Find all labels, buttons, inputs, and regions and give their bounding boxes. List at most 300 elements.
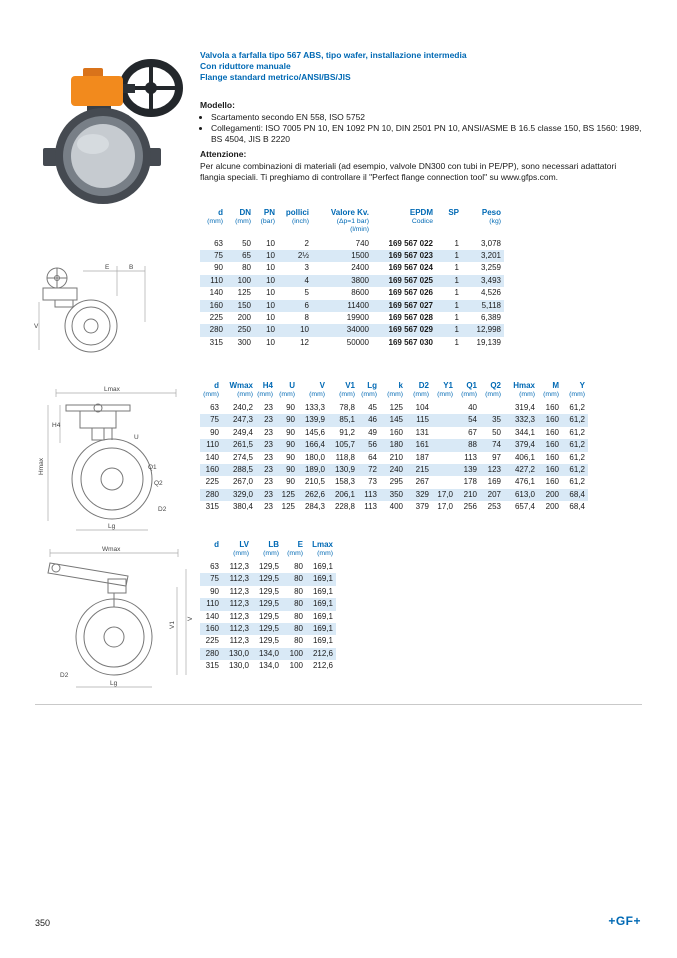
table-cell: 23 <box>256 414 276 426</box>
dimensions-table-body <box>200 402 588 514</box>
column-header: Q2 (mm) <box>485 381 501 398</box>
table-cell: 112,3 <box>229 562 249 571</box>
table-cell: 68,4 <box>569 502 585 512</box>
column-header: PN (bar) <box>260 208 275 225</box>
table-cell: 23 <box>256 489 276 501</box>
dim-label-v1: V1 <box>169 621 176 629</box>
dim-label-d2: D2 <box>158 506 167 513</box>
dim-label-lg: Lg <box>110 680 118 687</box>
table-cell: 329,0 <box>222 489 256 501</box>
column-header: D2 (mm) <box>413 381 429 398</box>
table-cell: 75 <box>200 414 222 426</box>
table-cell: 61,2 <box>562 414 588 426</box>
table-cell: 2400 <box>351 263 369 273</box>
table-cell: 315 <box>209 337 223 347</box>
lever-dimensions-table-head <box>200 540 336 561</box>
table-cell: 1 <box>436 250 462 262</box>
table-cell: 145,6 <box>304 427 325 437</box>
table-cell: 210 <box>389 452 403 462</box>
page-title <box>200 50 650 83</box>
table-cell: 63 <box>210 403 219 412</box>
table-cell: 400 <box>389 502 403 512</box>
column-header: EPDM Codice <box>409 208 433 225</box>
table-cell: 129,5 <box>258 611 279 621</box>
table-cell: 261,5 <box>222 439 256 451</box>
table-cell: 250 <box>226 324 254 336</box>
table-cell: 8600 <box>351 288 369 298</box>
table-cell: 90 <box>210 586 219 596</box>
table-cell: 10 <box>254 275 278 287</box>
table-cell: 161 <box>406 439 432 451</box>
table-row <box>200 275 504 287</box>
table-cell: 169 567 023 <box>372 250 436 262</box>
table-cell: 50000 <box>346 337 369 347</box>
table-cell: 134,0 <box>258 661 279 671</box>
table-cell: 379,4 <box>504 439 538 451</box>
dim-label-lmax: Lmax <box>104 386 120 393</box>
table-cell: 63 <box>210 562 219 571</box>
table-cell: 110 <box>200 275 226 287</box>
table-cell: 139,9 <box>298 414 328 426</box>
table-cell: 10 <box>254 324 278 336</box>
table-cell: 131 <box>415 427 429 437</box>
table-cell: 225 <box>209 312 223 322</box>
table-cell: 169 567 025 <box>372 275 436 287</box>
table-cell: 1 <box>436 324 462 336</box>
table-cell: 187 <box>415 452 429 462</box>
table-cell: 90 <box>286 427 295 437</box>
table-cell: 97 <box>492 452 501 462</box>
table-cell: 332,3 <box>504 414 538 426</box>
table-cell: 129,5 <box>252 623 282 635</box>
table-cell: 140 <box>205 452 219 462</box>
gf-logo: +GF+ <box>608 914 641 928</box>
table-cell: 158,3 <box>334 477 355 487</box>
valve-lever-dimension-drawing <box>36 543 194 691</box>
table-cell: 740 <box>355 238 369 248</box>
table-cell: 112,3 <box>222 598 252 610</box>
column-header: LV (mm) <box>233 540 249 557</box>
table-cell: 6,389 <box>480 312 501 322</box>
table-cell: 207 <box>480 489 504 501</box>
ordering-table-body <box>200 238 504 350</box>
column-header: k (mm) <box>387 381 403 398</box>
table-cell: 90 <box>276 414 298 426</box>
dim-label-u: U <box>134 434 139 441</box>
table-row <box>200 452 588 464</box>
table-cell: 315 <box>205 502 219 512</box>
table-cell: 210 <box>456 489 480 501</box>
column-header: V1 (mm) <box>339 381 355 398</box>
table-cell: 61,2 <box>569 403 585 412</box>
table-cell: 10 <box>254 300 278 312</box>
column-header: Peso (kg) <box>481 208 501 225</box>
column-header: Y (mm) <box>569 381 585 398</box>
table-cell: 11400 <box>312 300 372 312</box>
table-cell: 300 <box>237 337 251 347</box>
table-cell: 129,5 <box>258 636 279 646</box>
table-cell: 160 <box>200 464 222 476</box>
table-cell: 130,0 <box>222 648 252 660</box>
table-cell: 1 <box>436 275 462 287</box>
table-cell: 10 <box>266 238 275 248</box>
column-header: Y1 (mm) <box>437 381 453 398</box>
table-cell: 240 <box>380 464 406 476</box>
table-cell: 169 567 022 <box>388 238 433 248</box>
table-cell: 160 <box>538 439 562 451</box>
table-row <box>200 414 588 426</box>
table-cell: 10 <box>278 324 312 336</box>
model-section <box>200 100 645 145</box>
table-cell: 212,6 <box>306 648 336 660</box>
table-cell: 180,0 <box>304 452 325 462</box>
column-header: SP <box>448 208 459 217</box>
table-cell: 125 <box>281 502 295 512</box>
warning-heading: Attenzione: <box>200 149 247 159</box>
column-header: d (mm) <box>203 381 219 398</box>
table-cell: 45 <box>368 403 377 412</box>
table-cell: 100 <box>226 275 254 287</box>
title-line-2: Con riduttore manuale <box>200 61 291 71</box>
table-cell: 134,0 <box>252 648 282 660</box>
table-cell <box>432 452 456 464</box>
table-cell: 40 <box>468 403 477 412</box>
table-cell: 90 <box>286 403 295 412</box>
table-cell: 68,4 <box>562 489 588 501</box>
table-cell: 657,4 <box>514 502 535 512</box>
table-cell: 2½ <box>278 250 312 262</box>
table-cell: 75 <box>200 573 222 585</box>
table-cell <box>432 402 456 414</box>
column-header: Wmax (mm) <box>229 381 253 398</box>
table-cell: 90 <box>214 263 223 273</box>
table-cell: 112,3 <box>229 636 249 646</box>
table-cell: 150 <box>226 300 254 312</box>
table-cell: 160 <box>200 623 222 635</box>
table-cell: 169,1 <box>312 611 333 621</box>
table-cell: 210,5 <box>304 477 325 487</box>
table-cell: 23 <box>264 427 273 437</box>
table-cell: 1 <box>454 238 459 248</box>
column-header: pollici (inch) <box>285 208 309 225</box>
table-cell: 3800 <box>312 275 372 287</box>
table-cell <box>432 427 456 439</box>
table-cell: 100 <box>282 648 306 660</box>
lever-dimensions-table <box>200 540 336 673</box>
table-row <box>200 312 504 324</box>
table-cell: 34000 <box>312 324 372 336</box>
table-cell: 74 <box>480 439 504 451</box>
table-cell: 274,5 <box>232 452 253 462</box>
table-cell: 85,1 <box>328 414 358 426</box>
ordering-table-head <box>200 208 504 238</box>
table-cell: 3 <box>304 263 309 273</box>
table-cell: 110 <box>200 598 222 610</box>
table-cell: 329 <box>406 489 432 501</box>
table-cell: 118,8 <box>335 452 355 462</box>
table-cell: 284,3 <box>304 502 325 512</box>
table-cell: 228,8 <box>334 502 355 512</box>
ordering-table <box>200 208 504 349</box>
column-header: Hmax (mm) <box>513 381 535 398</box>
table-cell: 253 <box>487 502 501 512</box>
table-cell: 80 <box>294 586 303 596</box>
table-cell: 80 <box>294 562 303 571</box>
table-cell: 80 <box>282 573 306 585</box>
table-cell: 280 <box>200 648 222 660</box>
table-cell: 4 <box>278 275 312 287</box>
table-cell: 10 <box>266 312 275 322</box>
table-row <box>200 337 504 349</box>
table-cell: 23 <box>264 502 273 512</box>
column-header: d (mm) <box>207 208 223 225</box>
table-cell: 125 <box>237 288 251 298</box>
column-header: H4 (mm) <box>257 381 273 398</box>
dim-label-lg: Lg <box>108 523 116 530</box>
table-cell: 247,3 <box>222 414 256 426</box>
table-row <box>200 250 504 262</box>
table-cell <box>432 414 456 426</box>
table-cell: 169 567 029 <box>372 324 436 336</box>
table-cell: 35 <box>480 414 504 426</box>
dim-label-v: V <box>187 616 194 621</box>
table-cell: 19900 <box>346 312 369 322</box>
table-cell: 379 <box>415 502 429 512</box>
table-cell: 225 <box>205 477 219 487</box>
table-cell: 1 <box>454 337 459 347</box>
table-cell: 80 <box>294 636 303 646</box>
table-cell: 1 <box>436 300 462 312</box>
table-cell: 105,7 <box>328 439 358 451</box>
table-cell: 112,3 <box>229 611 249 621</box>
table-row <box>200 262 504 274</box>
page-number: 350 <box>35 918 51 928</box>
table-row <box>200 598 336 610</box>
table-cell: 315 <box>205 661 219 671</box>
table-cell <box>432 464 456 476</box>
table-cell: 169 567 028 <box>388 312 433 322</box>
table-cell: 3,201 <box>462 250 504 262</box>
header-row <box>200 381 588 402</box>
table-row <box>200 300 504 312</box>
table-cell: 129,5 <box>258 586 279 596</box>
table-cell: 3,259 <box>480 263 501 273</box>
table-cell: 115 <box>406 414 432 426</box>
table-cell: 1 <box>454 263 459 273</box>
table-cell: 166,4 <box>298 439 328 451</box>
table-cell: 169,1 <box>312 636 333 646</box>
table-row <box>200 439 588 451</box>
table-cell: 3,493 <box>462 275 504 287</box>
table-row <box>200 402 588 414</box>
table-row <box>200 238 504 250</box>
warning-section <box>200 149 642 183</box>
table-cell: 129,5 <box>252 573 282 585</box>
table-cell: 90 <box>286 477 295 487</box>
table-cell: 61,2 <box>569 427 585 437</box>
table-cell: 75 <box>200 250 226 262</box>
table-cell: 5,118 <box>462 300 504 312</box>
table-cell: 613,0 <box>504 489 538 501</box>
table-cell: 295 <box>389 477 403 487</box>
table-cell: 280 <box>200 324 226 336</box>
table-cell: 130,0 <box>228 661 249 671</box>
table-cell: 64 <box>368 452 377 462</box>
table-cell: 113 <box>364 502 377 512</box>
table-cell: 380,4 <box>232 502 253 512</box>
column-header: LB (mm) <box>263 540 279 557</box>
table-cell: 160 <box>545 403 559 412</box>
table-cell: 215 <box>406 464 432 476</box>
table-cell: 80 <box>282 598 306 610</box>
table-cell: 125 <box>389 403 403 412</box>
header-row <box>200 540 336 561</box>
table-row <box>200 427 588 439</box>
table-cell: 212,6 <box>312 661 333 671</box>
table-cell: 65 <box>226 250 254 262</box>
table-cell: 17,0 <box>437 502 453 512</box>
table-cell: 67 <box>468 427 477 437</box>
table-cell: 12,998 <box>462 324 504 336</box>
table-cell: 476,1 <box>514 477 535 487</box>
table-cell: 61,2 <box>562 439 588 451</box>
table-cell: 2 <box>304 238 309 248</box>
column-header: V (mm) <box>309 381 325 398</box>
table-cell: 50 <box>242 238 251 248</box>
table-row <box>200 623 336 635</box>
table-cell: 189,0 <box>298 464 328 476</box>
table-cell: 240,2 <box>232 403 253 412</box>
table-cell: 267,0 <box>232 477 253 487</box>
footer-divider <box>35 704 642 705</box>
table-cell: 100 <box>289 661 303 671</box>
table-cell: 54 <box>456 414 480 426</box>
table-cell: 112,3 <box>222 573 252 585</box>
table-cell: 160 <box>538 464 562 476</box>
table-cell <box>480 402 504 414</box>
table-cell: 112,3 <box>229 586 249 596</box>
dim-label-hmax: Hmax <box>38 458 45 475</box>
table-cell: 19,139 <box>476 337 501 347</box>
table-cell: 80 <box>242 263 251 273</box>
table-cell: 12 <box>300 337 309 347</box>
table-cell: 200 <box>545 502 559 512</box>
title-line-3: Flange standard metrico/ANSI/BS/JIS <box>200 72 351 82</box>
table-cell: 6 <box>278 300 312 312</box>
table-cell: 130,9 <box>328 464 358 476</box>
table-cell: 129,5 <box>252 598 282 610</box>
table-cell: 90 <box>276 464 298 476</box>
column-header: DN (mm) <box>235 208 251 225</box>
table-cell: 139 <box>456 464 480 476</box>
table-cell: 160 <box>545 427 559 437</box>
header-row <box>200 208 504 238</box>
table-cell: 169 567 026 <box>388 288 433 298</box>
table-cell: 200 <box>237 312 251 322</box>
table-cell: 200 <box>538 489 562 501</box>
table-cell <box>432 476 456 488</box>
table-cell: 288,5 <box>222 464 256 476</box>
table-cell: 145 <box>380 414 406 426</box>
table-cell: 90 <box>286 452 295 462</box>
table-cell: 160 <box>389 427 403 437</box>
table-cell: 23 <box>264 452 273 462</box>
table-cell: 90 <box>276 439 298 451</box>
valve-gearbox-dimension-drawing <box>36 383 194 535</box>
table-cell: 160 <box>200 300 226 312</box>
model-bullet-list <box>200 112 645 145</box>
column-header: U (mm) <box>279 381 295 398</box>
table-cell: 169,1 <box>312 586 333 596</box>
table-cell: 178 <box>463 477 477 487</box>
butterfly-valve-photo <box>35 48 187 208</box>
table-cell: 61,2 <box>569 477 585 487</box>
table-cell: 169,1 <box>312 562 333 571</box>
table-cell: 5 <box>304 288 309 298</box>
dim-label-wmax: Wmax <box>102 546 121 553</box>
table-row <box>200 489 588 501</box>
table-cell: 50 <box>492 427 501 437</box>
table-cell: 113 <box>358 489 380 501</box>
table-cell: 4,526 <box>480 288 501 298</box>
table-cell: 280 <box>200 489 222 501</box>
table-cell: 49 <box>368 427 377 437</box>
table-cell: 10 <box>254 250 278 262</box>
table-cell: 1500 <box>312 250 372 262</box>
table-cell: 10 <box>266 337 275 347</box>
table-row <box>200 476 588 488</box>
table-cell: 23 <box>264 477 273 487</box>
table-row <box>200 648 336 660</box>
table-cell: 56 <box>358 439 380 451</box>
table-cell: 17,0 <box>432 489 456 501</box>
table-cell: 262,6 <box>298 489 328 501</box>
title-line-1: Valvola a farfalla tipo 567 ABS, tipo wafer, installazione intermedia <box>200 50 467 60</box>
table-cell: 72 <box>358 464 380 476</box>
table-row <box>200 561 336 573</box>
table-row <box>200 611 336 623</box>
model-heading: Modello: <box>200 100 235 110</box>
column-header: M (mm) <box>543 381 559 398</box>
dim-label-d2: D2 <box>60 672 69 679</box>
table-cell: 3,078 <box>480 238 501 248</box>
dim-label-q1: Q1 <box>148 464 157 471</box>
table-cell: 406,1 <box>514 452 535 462</box>
column-header: Valore Kv. (Δp=1 bar) (l/min) <box>330 208 369 233</box>
table-cell: 133,3 <box>304 403 325 412</box>
dimensions-table <box>200 381 588 514</box>
table-cell: 129,5 <box>258 562 279 571</box>
dim-label-q2: Q2 <box>154 480 163 487</box>
table-cell: 112,3 <box>222 623 252 635</box>
table-cell: 160 <box>545 452 559 462</box>
table-cell: 91,2 <box>339 427 355 437</box>
table-cell: 249,4 <box>232 427 253 437</box>
table-cell: 80 <box>294 611 303 621</box>
table-row <box>200 501 588 513</box>
table-cell: 206,1 <box>328 489 358 501</box>
dimensions-table-head <box>200 381 588 402</box>
table-cell: 80 <box>282 623 306 635</box>
table-cell: 73 <box>368 477 377 487</box>
table-cell: 8 <box>304 312 309 322</box>
table-cell: 225 <box>205 636 219 646</box>
table-cell: 1 <box>454 288 459 298</box>
table-cell: 160 <box>545 477 559 487</box>
table-cell: 113 <box>464 452 477 462</box>
column-header: E (mm) <box>287 540 303 557</box>
table-row <box>200 287 504 299</box>
